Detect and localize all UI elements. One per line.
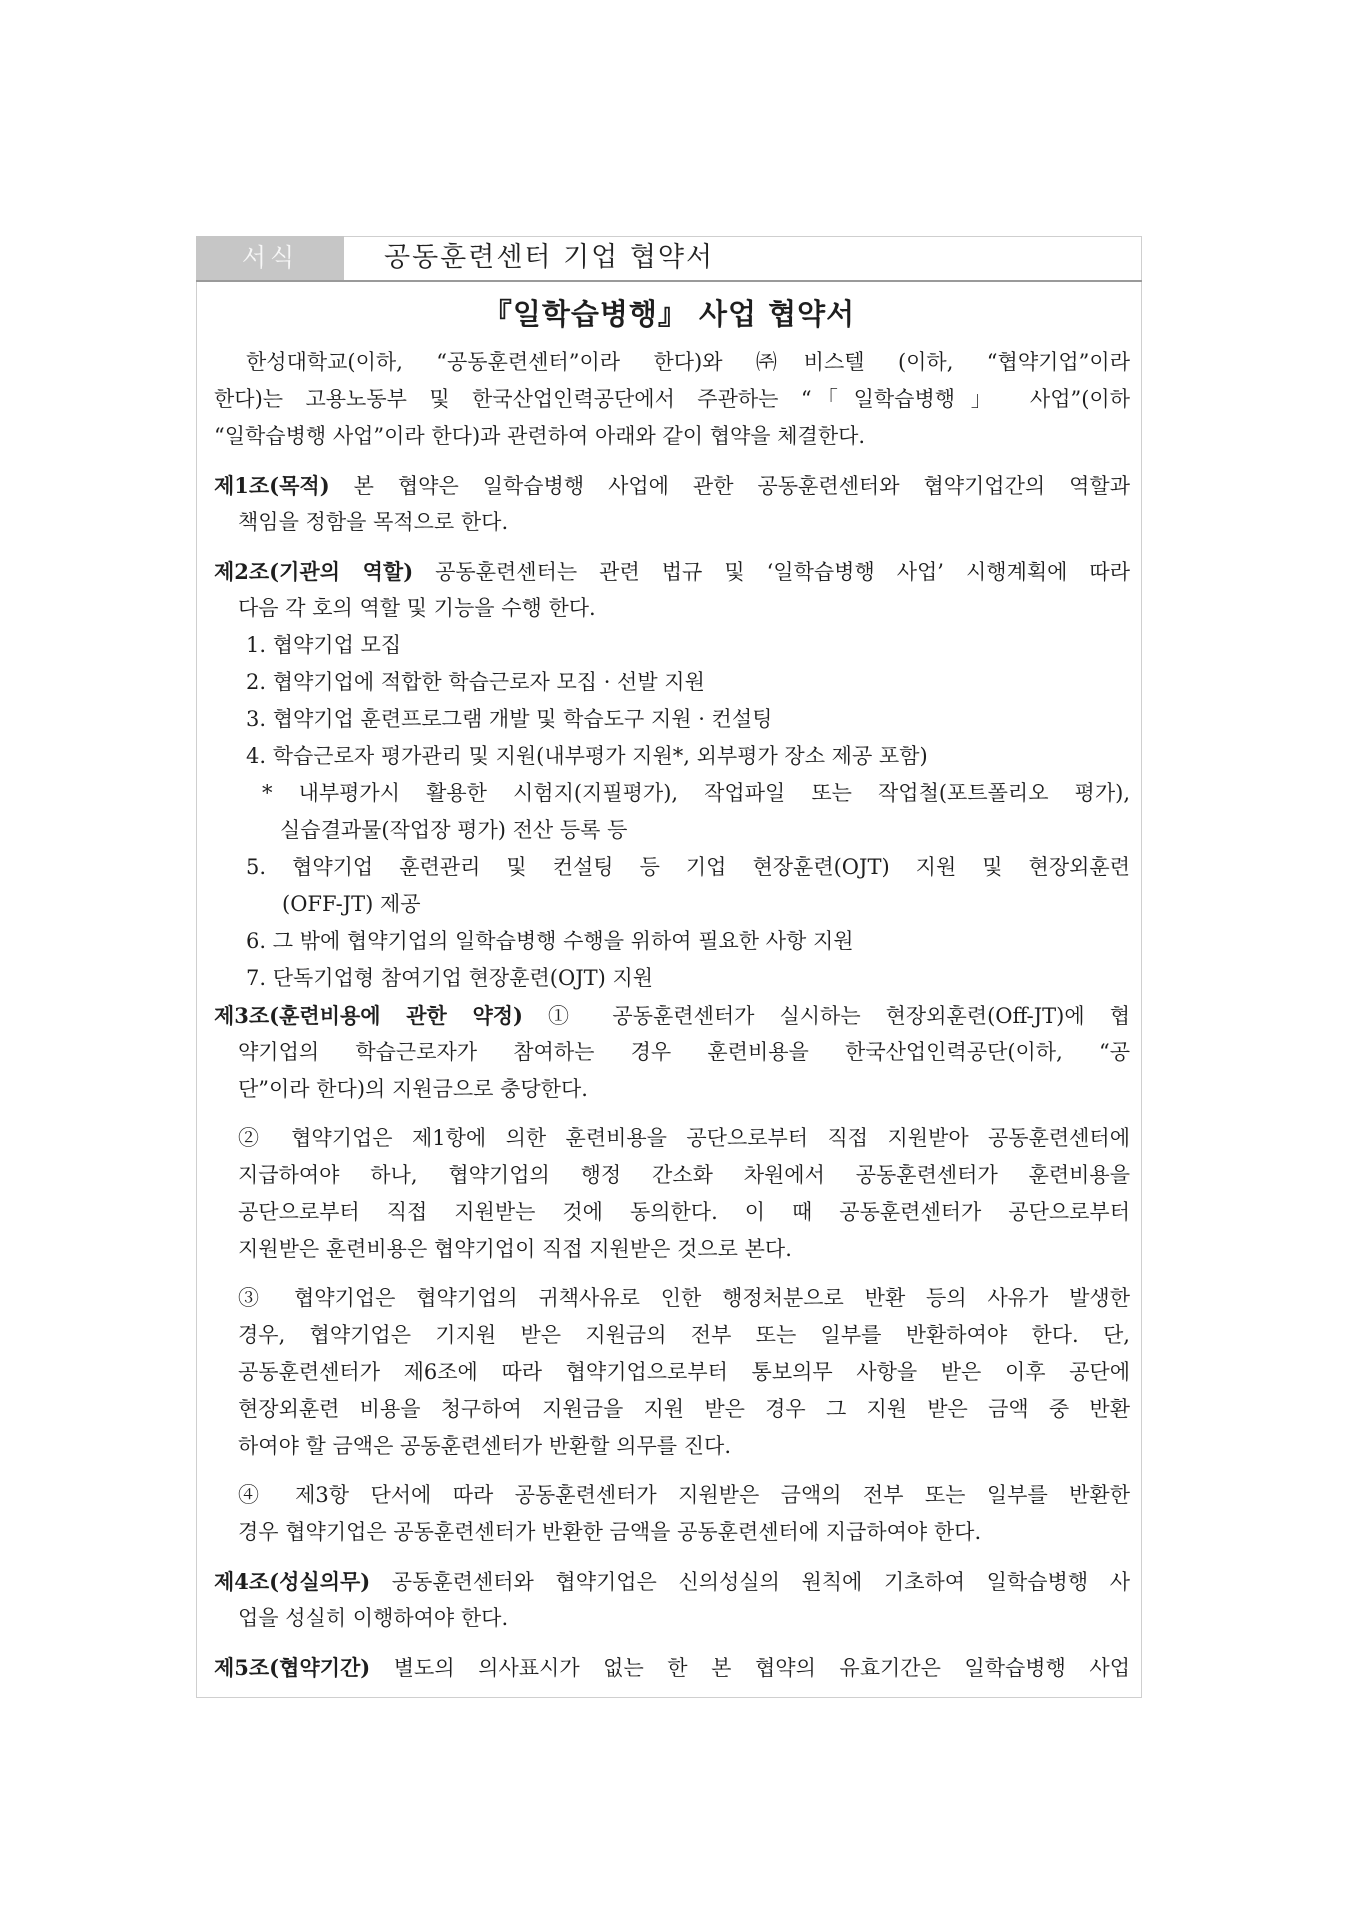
list-item: 7. 단독기업형 참여기업 현장훈련(OJT) 지원 [246,966,654,990]
document-body [214,344,1130,1686]
article-text: 단”이라 한다)의 지원금으로 충당한다. [238,1077,588,1101]
article-label: 제2조(기관의 역할) [214,559,414,584]
list-note: * 내부평가시 활용한 시험지(지필평가), 작업파일 또는 작업철(포트폴리오 평가), [262,781,1130,805]
list-item: 4. 학습근로자 평가관리 및 지원(내부평가 지원*, 외부평가 장소 제공 포함) [246,744,928,768]
article-text: 책임을 정함을 목적으로 한다. [238,510,509,534]
paragraph-line: 경우, 협약기업은 기지원 받은 지원금의 전부 또는 일부를 반환하여야 한다. 단, [238,1323,1130,1347]
article-text: 업을 성실히 이행하여야 한다. [238,1606,509,1630]
list-item: 2. 협약기업에 적합한 학습근로자 모집 · 선발 지원 [246,670,705,694]
article-text: 공동훈련센터는 관련 법규 및 ‘일학습병행 사업’ 시행계획에 따라 [413,560,1130,584]
paragraph-line: 현장외훈련 비용을 청구하여 지원금을 지원 받은 경우 그 지원 받은 금액 중 반환 [238,1397,1130,1421]
article-text: 다음 각 호의 역할 및 기능을 수행 한다. [238,596,596,620]
list-note: 실습결과물(작업장 평가) 전산 등록 등 [280,818,628,842]
article-4 [214,1563,1130,1600]
list-item: 3. 협약기업 훈련프로그램 개발 및 학습도구 지원 · 컨설팅 [246,707,773,731]
paragraph-line: 경우 협약기업은 공동훈련센터가 반환한 금액을 공동훈련센터에 지급하여야 한다. [238,1520,982,1544]
paragraph-line: 공동훈련센터가 제6조에 따라 협약기업으로부터 통보의무 사항을 받은 이후 공단에 [238,1360,1130,1384]
article-5 [214,1649,1130,1686]
article-text: 별도의 의사표시가 없는 한 본 협약의 유효기간은 일학습병행 사업 [370,1656,1130,1680]
paragraph-line: ③ 협약기업은 협약기업의 귀책사유로 인한 행정처분으로 반환 등의 사유가 발생한 [238,1286,1130,1310]
article-2 [214,553,1130,590]
paragraph-line: 지급하여야 하나, 협약기업의 행정 간소화 차원에서 공동훈련센터가 훈련비용을 [238,1163,1130,1187]
preamble-line: 한성대학교(이하, “공동훈련센터”이라 한다)와 ㈜비스텔 (이하, “협약기업”이라 [246,350,1130,374]
list-item: (OFF-JT) 제공 [282,892,421,916]
preamble-line: “일학습병행 사업”이라 한다)과 관련하여 아래와 같이 협약을 체결한다. [214,424,866,448]
preamble-line: 한다)는 고용노동부 및 한국산업인력공단에서 주관하는 “「일학습병행」 사업”(이하 [214,387,1130,411]
article-text: 공동훈련센터와 협약기업은 신의성실의 원칙에 기초하여 일학습병행 사 [370,1570,1130,1594]
paragraph-line: 지원받은 훈련비용은 협약기업이 직접 지원받은 것으로 본다. [238,1237,792,1261]
article-text: 본 협약은 일학습병행 사업에 관한 공동훈련센터와 협약기업간의 역할과 [329,474,1130,498]
form-title: 공동훈련센터 기업 협약서 [384,242,715,273]
article-1 [214,467,1130,504]
article-label: 제3조(훈련비용에 관한 약정) [214,1003,523,1028]
form-label: 서식 [196,236,344,280]
form-header [196,236,1142,282]
paragraph-line: ② 협약기업은 제1항에 의한 훈련비용을 공단으로부터 직접 지원받아 공동훈련센터에 [238,1126,1130,1150]
document-title: 『일학습병행』 사업 협약서 [482,297,856,331]
list-item: 5. 협약기업 훈련관리 및 컨설팅 등 기업 현장훈련(OJT) 지원 및 현장외훈련 [246,855,1130,879]
article-3 [214,997,1130,1034]
paragraph-line: 하여야 할 금액은 공동훈련센터가 반환할 의무를 진다. [238,1434,732,1458]
article-text: 약기업의 학습근로자가 참여하는 경우 훈련비용을 한국산업인력공단(이하, “공 [238,1040,1130,1064]
article-label: 제4조(성실의무) [214,1569,371,1594]
article-label: 제1조(목적) [214,473,330,498]
article-text: ① 공동훈련센터가 실시하는 현장외훈련(Off-JT)에 협 [522,1004,1130,1028]
list-item: 6. 그 밖에 협약기업의 일학습병행 수행을 위하여 필요한 사항 지원 [246,929,854,953]
paragraph-line: ④ 제3항 단서에 따라 공동훈련센터가 지원받은 금액의 전부 또는 일부를 반환한 [238,1483,1130,1507]
paragraph-line: 공단으로부터 직접 지원받는 것에 동의한다. 이 때 공동훈련센터가 공단으로부터 [238,1200,1130,1224]
list-item: 1. 협약기업 모집 [246,633,402,657]
article-label: 제5조(협약기간) [214,1655,371,1680]
